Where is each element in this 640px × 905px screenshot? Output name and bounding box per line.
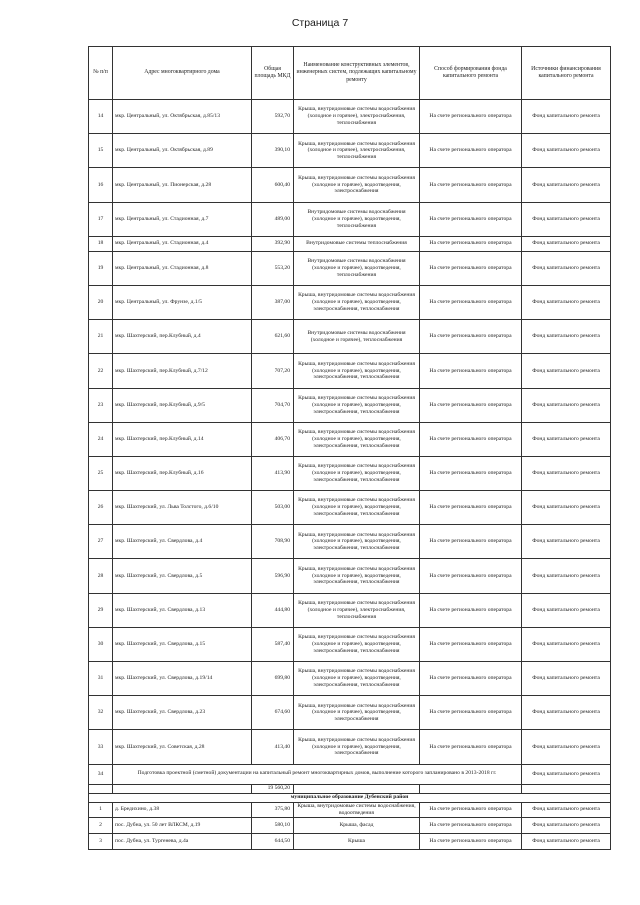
cell-area: 699,80 <box>252 662 294 696</box>
table-row <box>89 802 611 818</box>
cell-elements: Крыша, внутридомовые системы водоснабжения (холодное и горячее), электроснабжения, теплоснабжения <box>294 593 420 627</box>
cell-area: 444,80 <box>252 593 294 627</box>
cell-source: Фонд капитального ремонта <box>522 251 611 285</box>
table-row <box>89 168 611 202</box>
table-row <box>89 320 611 354</box>
cell-elements: Крыша, внутридомовые системы водоснабжения (холодное и горячее), водоотведения, электроснабжения, теплоснабжения <box>294 491 420 525</box>
cell-area: 489,00 <box>252 202 294 236</box>
cell-elements: Крыша, внутридомовые системы водоснабжения (холодное и горячее), водоотведения, электроснабжения <box>294 730 420 764</box>
cell-address: мкр. Шахтерский, ул. Советская, д.28 <box>113 730 252 764</box>
cell-source: Фонд капитального ремонта <box>522 696 611 730</box>
cell-elements: Крыша, внутридомовые системы водоснабжения (холодное и горячее), водоотведения, электроснабжения, теплоснабжения <box>294 422 420 456</box>
header-source: Источники финансирования капитального ремонта <box>522 47 611 100</box>
cell-source: Фонд капитального ремонта <box>522 559 611 593</box>
cell-method: На счете регионального оператора <box>420 559 522 593</box>
cell-method: На счете регионального оператора <box>420 202 522 236</box>
cell-source: Фонд капитального ремонта <box>522 802 611 818</box>
table-header-row <box>89 47 611 100</box>
cell-elements: Крыша, внутридомовые системы водоснабжения (холодное и горячее), водоотведения, электроснабжения, теплоснабжения <box>294 559 420 593</box>
table-row <box>89 559 611 593</box>
cell-area: 704,70 <box>252 388 294 422</box>
cell-source: Фонд капитального ремонта <box>522 168 611 202</box>
cell-method: На счете регионального оператора <box>420 285 522 319</box>
cell-method: На счете регионального оператора <box>420 834 522 850</box>
cell-method: На счете регионального оператора <box>420 818 522 834</box>
cell-area: 592,70 <box>252 100 294 134</box>
cell-address: мкр. Шахтерский, ул. Свердлова, д.4 <box>113 525 252 559</box>
table-row <box>89 818 611 834</box>
table-row <box>89 764 611 784</box>
cell-elements: Крыша, внутридомовые системы водоснабжения (холодное и горячее), водоотведения, электроснабжения, теплоснабжения <box>294 627 420 661</box>
cell-area: 387,00 <box>252 285 294 319</box>
cell-address: мкр. Центральный, ул. Стадионная, д.4 <box>113 236 252 251</box>
cell-source: Фонд капитального ремонта <box>522 730 611 764</box>
table-row <box>89 662 611 696</box>
cell-method: На счете регионального оператора <box>420 627 522 661</box>
cell-source: Фонд капитального ремонта <box>522 491 611 525</box>
table-row <box>89 388 611 422</box>
cell-source: Фонд капитального ремонта <box>522 834 611 850</box>
cell-num: 16 <box>89 168 113 202</box>
table-row <box>89 730 611 764</box>
table-row <box>89 202 611 236</box>
cell-elements: Внутридомовые системы теплоснабжения <box>294 236 420 251</box>
cell-method: На счете регионального оператора <box>420 236 522 251</box>
cell-num: 34 <box>89 764 113 784</box>
cell-source: Фонд капитального ремонта <box>522 456 611 490</box>
cell-num: 14 <box>89 100 113 134</box>
header-num: № п/п <box>89 47 113 100</box>
cell-address: мкр. Шахтерский, ул. Свердлова, д.19/14 <box>113 662 252 696</box>
table-row <box>89 696 611 730</box>
cell-num: 29 <box>89 593 113 627</box>
cell-elements: Крыша, внутридомовые системы водоснабжения (холодное и горячее), водоотведения, электроснабжения, теплоснабжения <box>294 354 420 388</box>
cell-area: 707,20 <box>252 354 294 388</box>
cell-address: мкр. Шахтерский, пер.Клубный, д.7/12 <box>113 354 252 388</box>
cell-area: 600,40 <box>252 168 294 202</box>
header-area: Общая площадь МКД <box>252 47 294 100</box>
cell-method: На счете регионального оператора <box>420 730 522 764</box>
table-row <box>89 236 611 251</box>
total-area: 19 560,20 <box>252 784 294 793</box>
cell-project-docs: Подготовка проектной (сметной) документации на капитальный ремонт многоквартирных домов, выполнение которого запланировано в 2013-2018 гг. <box>113 764 522 784</box>
cell-elements: Внутридомовые системы водоснабжения (холодное и горячее), водоотведения, теплоснабжения <box>294 251 420 285</box>
cell-area: 413,90 <box>252 456 294 490</box>
table-row <box>89 285 611 319</box>
cell-num: 2 <box>89 818 113 834</box>
cell-address: мкр. Шахтерский, пер.Клубный, д.9/5 <box>113 388 252 422</box>
cell-elements: Крыша, внутридомовые системы водоснабжения (холодное и горячее), водоотведения, электроснабжения <box>294 696 420 730</box>
cell-method: На счете регионального оператора <box>420 134 522 168</box>
cell-num: 17 <box>89 202 113 236</box>
table-row <box>89 100 611 134</box>
cell-area: 708,90 <box>252 525 294 559</box>
cell-source: Фонд капитального ремонта <box>522 134 611 168</box>
cell-elements: Крыша, внутридомовые системы водоснабжения (холодное и горячее), электроснабжения, теплоснабжения <box>294 134 420 168</box>
cell-address: мкр. Шахтерский, пер.Клубный, д.16 <box>113 456 252 490</box>
cell-area: 392,90 <box>252 236 294 251</box>
total-row <box>89 784 611 793</box>
cell-address: мкр. Шахтерский, пер.Клубный, д.4 <box>113 320 252 354</box>
cell-source: Фонд капитального ремонта <box>522 662 611 696</box>
header-address: Адрес многоквартирного дома <box>113 47 252 100</box>
cell-num: 19 <box>89 251 113 285</box>
cell-method: На счете регионального оператора <box>420 456 522 490</box>
cell-num: 25 <box>89 456 113 490</box>
cell-method: На счете регионального оператора <box>420 491 522 525</box>
table-row <box>89 593 611 627</box>
cell-address: мкр. Шахтерский, ул. Свердлова, д.15 <box>113 627 252 661</box>
cell-num: 3 <box>89 834 113 850</box>
cell-elements: Крыша, внутридомовые системы водоснабжения (холодное и горячее), водоотведения, электроснабжения, теплоснабжения <box>294 285 420 319</box>
cell-elements: Крыша, внутридомовые системы водоснабжения (холодное и горячее), водоотведения, электроснабжения, теплоснабжения <box>294 388 420 422</box>
cell-source: Фонд капитального ремонта <box>522 354 611 388</box>
cell-method: На счете регионального оператора <box>420 696 522 730</box>
cell-method: На счете регионального оператора <box>420 168 522 202</box>
cell-num: 15 <box>89 134 113 168</box>
cell-num: 32 <box>89 696 113 730</box>
cell-source: Фонд капитального ремонта <box>522 388 611 422</box>
cell-area: 390,10 <box>252 134 294 168</box>
cell-address: пос. Дубна, ул. 50 лет ВЛКСМ, д.19 <box>113 818 252 834</box>
cell-source: Фонд капитального ремонта <box>522 422 611 456</box>
header-method: Способ формирования фонда капитального ремонта <box>420 47 522 100</box>
cell-source: Фонд капитального ремонта <box>522 818 611 834</box>
cell-num: 23 <box>89 388 113 422</box>
cell-method: На счете регионального оператора <box>420 320 522 354</box>
cell-source: Фонд капитального ремонта <box>522 285 611 319</box>
cell-address: пос. Дубна, ул. Тургенева, д.4а <box>113 834 252 850</box>
cell-elements: Крыша, внутридомовые системы водоснабжения (холодное и горячее), водоотведения, электроснабжения, теплоснабжения <box>294 456 420 490</box>
table-row <box>89 422 611 456</box>
cell-address: мкр. Шахтерский, ул. Свердлова, д.5 <box>113 559 252 593</box>
cell-source: Фонд капитального ремонта <box>522 236 611 251</box>
cell-elements: Крыша <box>294 834 420 850</box>
table-row <box>89 354 611 388</box>
municipality-title: муниципальное образование Дубенский район <box>89 793 611 802</box>
cell-method: На счете регионального оператора <box>420 593 522 627</box>
cell-method: На счете регионального оператора <box>420 802 522 818</box>
page-title: Страница 7 <box>291 17 349 29</box>
cell-area: 413,40 <box>252 730 294 764</box>
table-row <box>89 251 611 285</box>
cell-elements: Крыша, внутридомовые системы водоснабжения (холодное и горячее), водоотведения, электроснабжения <box>294 168 420 202</box>
table-row <box>89 456 611 490</box>
cell-address: мкр. Центральный, ул. Стадионная, д.8 <box>113 251 252 285</box>
cell-num: 30 <box>89 627 113 661</box>
cell-area: 596,90 <box>252 559 294 593</box>
table-row <box>89 834 611 850</box>
cell-address: мкр. Шахтерский, ул. Свердлова, д.23 <box>113 696 252 730</box>
cell-area: 406,70 <box>252 422 294 456</box>
cell-area: 644,50 <box>252 834 294 850</box>
cell-address: мкр. Шахтерский, ул. Свердлова, д.13 <box>113 593 252 627</box>
cell-address: д. Бредихино, д.38 <box>113 802 252 818</box>
cell-elements: Внутридомовые системы водоснабжения (холодное и горячее), водоотведения, теплоснабжения <box>294 202 420 236</box>
cell-address: мкр. Центральный, ул. Фрунзе, д.1/5 <box>113 285 252 319</box>
cell-method: На счете регионального оператора <box>420 422 522 456</box>
cell-source: Фонд капитального ремонта <box>522 202 611 236</box>
cell-method: На счете регионального оператора <box>420 388 522 422</box>
header-elements: Наименование конструктивных элементов, инженерных систем, подлежащих капитальному ремонту <box>294 47 420 100</box>
cell-num: 22 <box>89 354 113 388</box>
cell-method: На счете регионального оператора <box>420 354 522 388</box>
cell-source: Фонд капитального ремонта <box>522 627 611 661</box>
cell-num: 24 <box>89 422 113 456</box>
cell-address: мкр. Центральный, ул. Стадионная, д.7 <box>113 202 252 236</box>
cell-elements: Крыша, фасад <box>294 818 420 834</box>
table-row <box>89 627 611 661</box>
cell-area: 375,80 <box>252 802 294 818</box>
cell-source: Фонд капитального ремонта <box>522 320 611 354</box>
cell-num: 1 <box>89 802 113 818</box>
cell-address: мкр. Шахтерский, ул. Льва Толстого, д.6/10 <box>113 491 252 525</box>
cell-area: 674,60 <box>252 696 294 730</box>
cell-elements: Внутридомовые системы водоснабжения (холодное и горячее), теплоснабжения <box>294 320 420 354</box>
cell-source: Фонд капитального ремонта <box>522 593 611 627</box>
table-row <box>89 134 611 168</box>
cell-address: мкр. Центральный, ул. Октябрьская, д.89 <box>113 134 252 168</box>
cell-num: 18 <box>89 236 113 251</box>
cell-method: На счете регионального оператора <box>420 662 522 696</box>
cell-num: 27 <box>89 525 113 559</box>
cell-method: На счете регионального оператора <box>420 525 522 559</box>
cell-elements: Крыша, внутридомовые системы водоснабжения (холодное и горячее), электроснабжения, теплоснабжения <box>294 100 420 134</box>
cell-elements: Крыша, внутридомовые системы водоснабжения, водоотведения <box>294 802 420 818</box>
cell-method: На счете регионального оператора <box>420 251 522 285</box>
cell-num: 33 <box>89 730 113 764</box>
table-row <box>89 491 611 525</box>
cell-num: 21 <box>89 320 113 354</box>
cell-area: 553,20 <box>252 251 294 285</box>
cell-address: мкр. Центральный, ул. Октябрьская, д.85/13 <box>113 100 252 134</box>
cell-source: Фонд капитального ремонта <box>522 100 611 134</box>
cell-source: Фонд капитального ремонта <box>522 525 611 559</box>
cell-num: 28 <box>89 559 113 593</box>
cell-area: 580,10 <box>252 818 294 834</box>
cell-num: 26 <box>89 491 113 525</box>
cell-area: 587,40 <box>252 627 294 661</box>
cell-num: 31 <box>89 662 113 696</box>
cell-address: мкр. Шахтерский, пер.Клубный, д.14 <box>113 422 252 456</box>
cell-area: 621,60 <box>252 320 294 354</box>
municipality-row <box>89 793 611 802</box>
repair-table <box>88 46 611 850</box>
cell-elements: Крыша, внутридомовые системы водоснабжения (холодное и горячее), водоотведения, электроснабжения, теплоснабжения <box>294 662 420 696</box>
cell-area: 503,00 <box>252 491 294 525</box>
table-row <box>89 525 611 559</box>
cell-address: мкр. Центральный, ул. Пионерская, д.28 <box>113 168 252 202</box>
cell-elements: Крыша, внутридомовые системы водоснабжения (холодное и горячее), водоотведения, электроснабжения, теплоснабжения <box>294 525 420 559</box>
cell-source: Фонд капитального ремонта <box>522 764 611 784</box>
cell-num: 20 <box>89 285 113 319</box>
cell-method: На счете регионального оператора <box>420 100 522 134</box>
